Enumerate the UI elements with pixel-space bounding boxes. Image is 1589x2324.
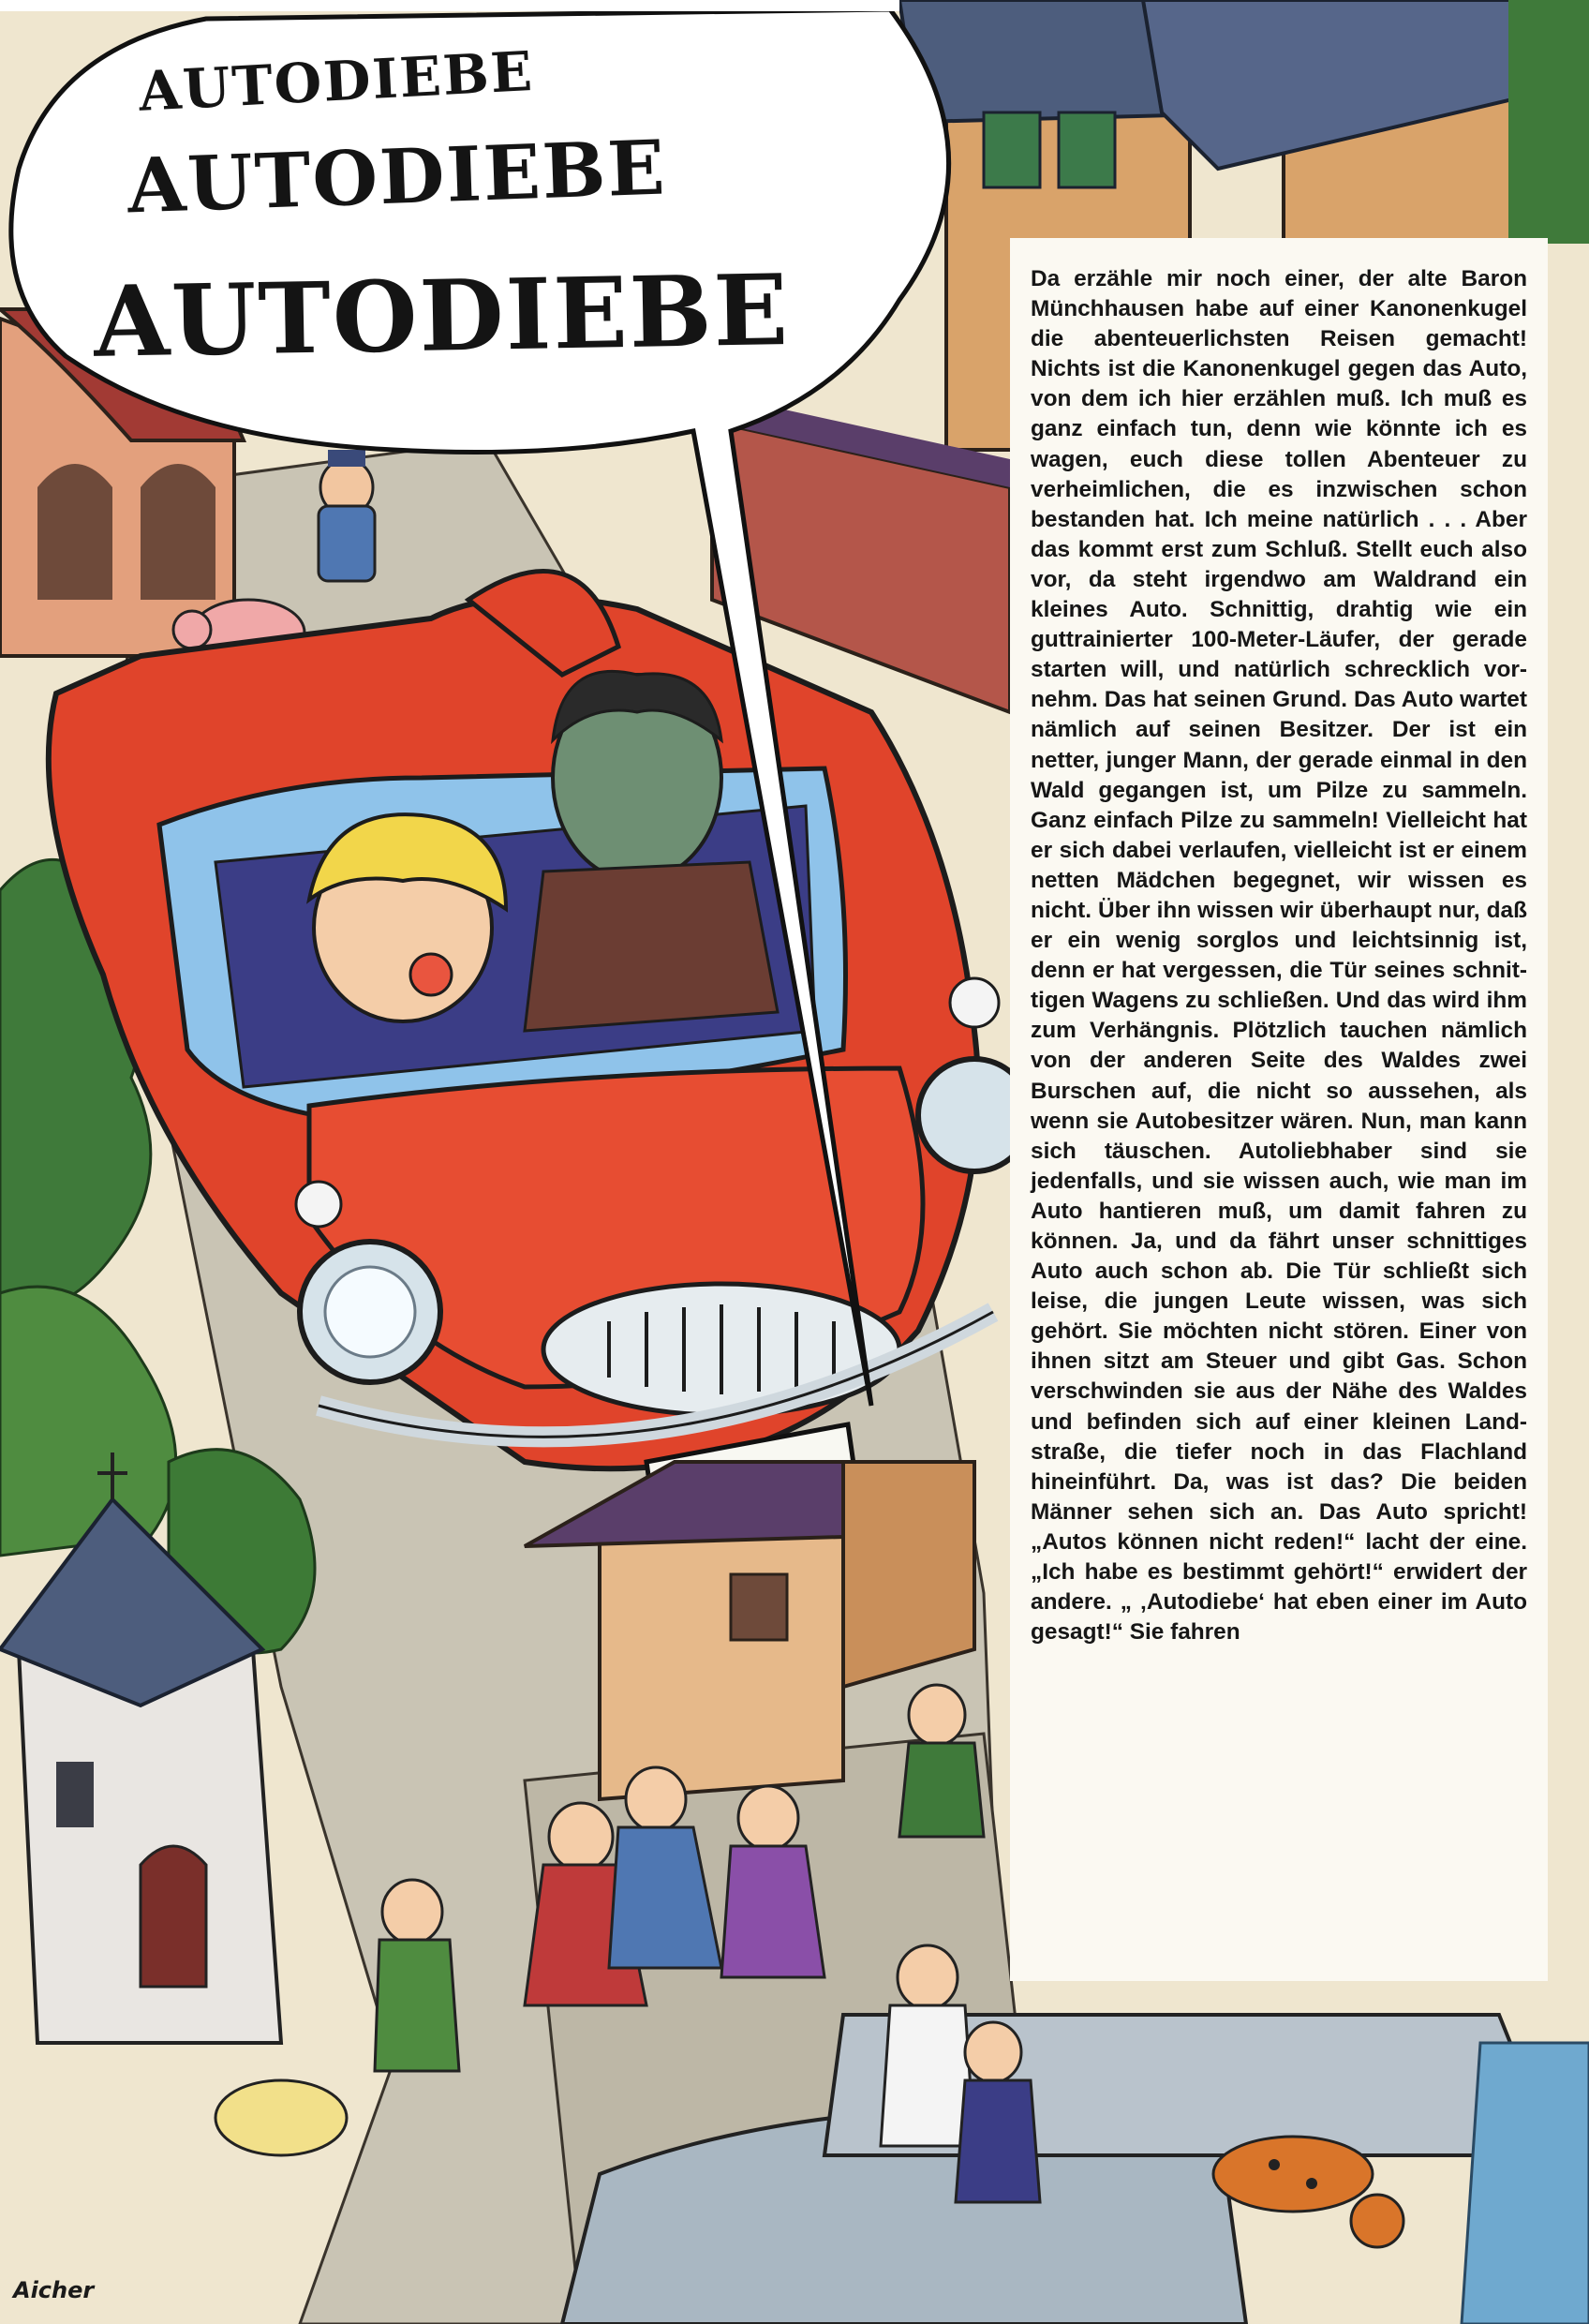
artist-signature: Aicher <box>13 2277 95 2303</box>
title-line-3: AUTODIEBE <box>93 251 791 380</box>
title-line-2: AUTODIEBE <box>126 123 668 231</box>
water-bottom-right <box>1462 2043 1589 2324</box>
story-text: Da erzähle mir noch einer, der alte Baron Münchhausen habe auf einer Kanonenkugel die abenteuerlichsten Reisen gemacht! Nichts ist die Kanonenkugel gegen das Auto, von dem ich hier erzählen muß. Ich muß es ganz einfach tun, denn wie könnte ich es wagen, euch diese tollen Abenteuer zu verheimlichen, die es inzwischen schon bestanden hat. Ich meine natürlich . . . Aber das kommt erst zum Schluß. Stellt euch also vor, da steht irgendwo am Waldrand ein kleines Auto. Schnittig, drahtig wie ein guttrainierter 100-Meter-Läufer, der gerade starten will, und natürlich schrecklich vornehm. Das hat seinen Grund. Das Auto wartet nämlich auf seinen Besitzer. Der ist ein netter, junger Mann, der gerade einmal in den Wald gegangen ist, um Pilze zu sammeln. Ganz einfach Pilze zu sammeln! Vielleicht hat er sich dabei verlaufen, vielleicht ist er einem netten Mädchen begegnet, wir wissen es nicht. Über ihn wissen wir überhaupt nur, daß er ein wenig sorglos und leichtsinnig ist, denn er hat vergessen, die Tür seines schnittigen Wagens zu schließen. Und das wird ihm zum Verhängnis. Plötzlich tauchen nämlich von der anderen Seite des Waldes zwei Burschen auf, die nicht so aussehen, als wenn sie Autobesitzer wären. Nun, man kann sich täuschen. Autoliebhaber sind sie jedenfalls, und sie wissen auch, wie man im Auto hantieren muß, um damit fahren zu können. Ja, und da fährt unser schnittiges Auto auch schon ab. Die Tür schließt sich leise, die jungen Leute wissen, was sich gehört. Sie möchten nicht stören. Einer von ihnen sitzt am Steuer und gibt Gas. Schon verschwinden sie aus der Nähe des Waldes und befinden sich auf einer kleinen Landstraße, die tiefer noch in das Flachland hineinführt. Da, was ist das? Die beiden Männer sehen sich an. Das Auto spricht! „Autos können nicht reden!“ lacht der eine. „Ich habe es bestimmt gehört!“ erwidert der andere. „ ‚Autodiebe‘ hat eben einer im Auto gesagt!“ Sie fahren <box>1031 266 1527 1646</box>
title-line-1: AUTODIEBE <box>137 38 536 124</box>
story-text-panel <box>1010 238 1548 1981</box>
